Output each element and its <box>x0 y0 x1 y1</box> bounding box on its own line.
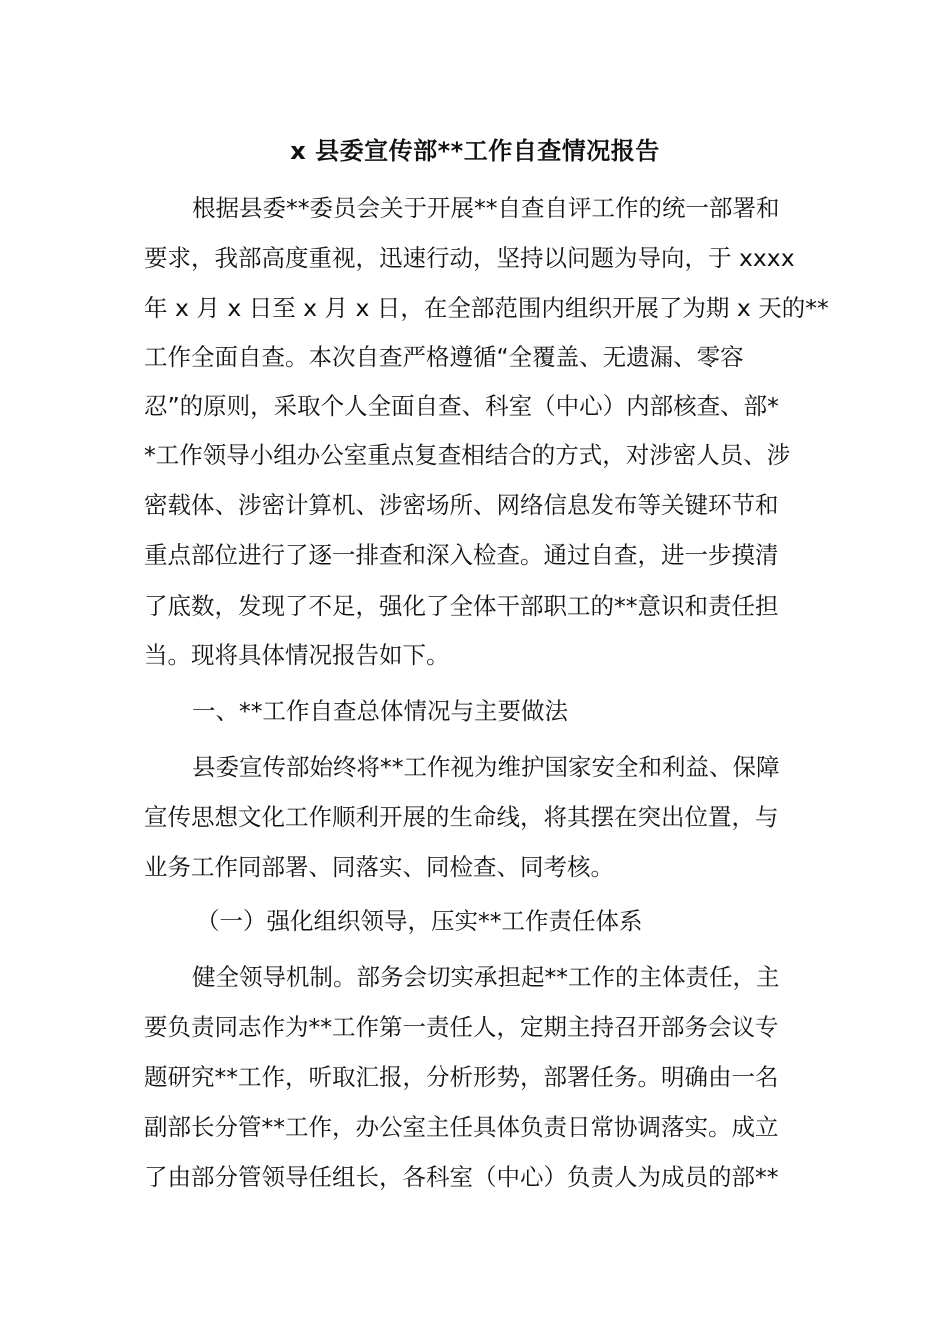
paragraph-line: 忍”的原则，采取个人全面自查、科室（中心）内部核查、部* <box>144 392 779 420</box>
paragraph-line: 工作全面自查。本次自查严格遵循“全覆盖、无遗漏、零容 <box>144 343 744 371</box>
paragraph-line: 了由部分管领导任组长，各科室（中心）负责人为成员的部** <box>144 1163 779 1191</box>
paragraph-line: 副部长分管**工作，办公室主任具体负责日常协调落实。成立 <box>144 1113 779 1141</box>
paragraph-line: 要负责同志作为**工作第一责任人，定期主持召开部务会议专 <box>144 1013 779 1041</box>
paragraph-line: 业务工作同部署、同落实、同检查、同考核。 <box>144 853 614 881</box>
paragraph-line: 根据县委**委员会关于开展**自查自评工作的统一部署和 <box>192 194 780 222</box>
paragraph-line: 了底数，发现了不足，强化了全体干部职工的**意识和责任担 <box>144 592 779 620</box>
paragraph-line: 县委宣传部始终将**工作视为维护国家安全和利益、保障 <box>192 753 780 781</box>
paragraph-line: 密载体、涉密计算机、涉密场所、网络信息发布等关键环节和 <box>144 491 779 519</box>
paragraph-line: 重点部位进行了逐一排查和深入检查。通过自查，进一步摸清 <box>144 541 779 569</box>
paragraph-line: 健全领导机制。部务会切实承担起**工作的主体责任，主 <box>192 963 780 991</box>
paragraph-line: *工作领导小组办公室重点复查相结合的方式，对涉密人员、涉 <box>144 441 791 469</box>
paragraph-line: 题研究**工作，听取汇报，分析形势，部署任务。明确由一名 <box>144 1063 779 1091</box>
subsection-heading: （一）强化组织领导，压实**工作责任体系 <box>196 907 643 935</box>
paragraph-line: 当。现将具体情况报告如下。 <box>144 641 450 669</box>
paragraph-line: 要求，我部高度重视，迅速行动，坚持以问题为导向，于 xxxx <box>144 244 795 272</box>
document-title: x 县委宣传部**工作自查情况报告 <box>290 137 660 165</box>
section-heading: 一、**工作自查总体情况与主要做法 <box>192 697 568 725</box>
paragraph-line: 宣传思想文化工作顺利开展的生命线，将其摆在突出位置，与 <box>144 803 779 831</box>
paragraph-line: 年 x 月 x 日至 x 月 x 日，在全部范围内组织开展了为期 x 天的** <box>144 294 829 322</box>
